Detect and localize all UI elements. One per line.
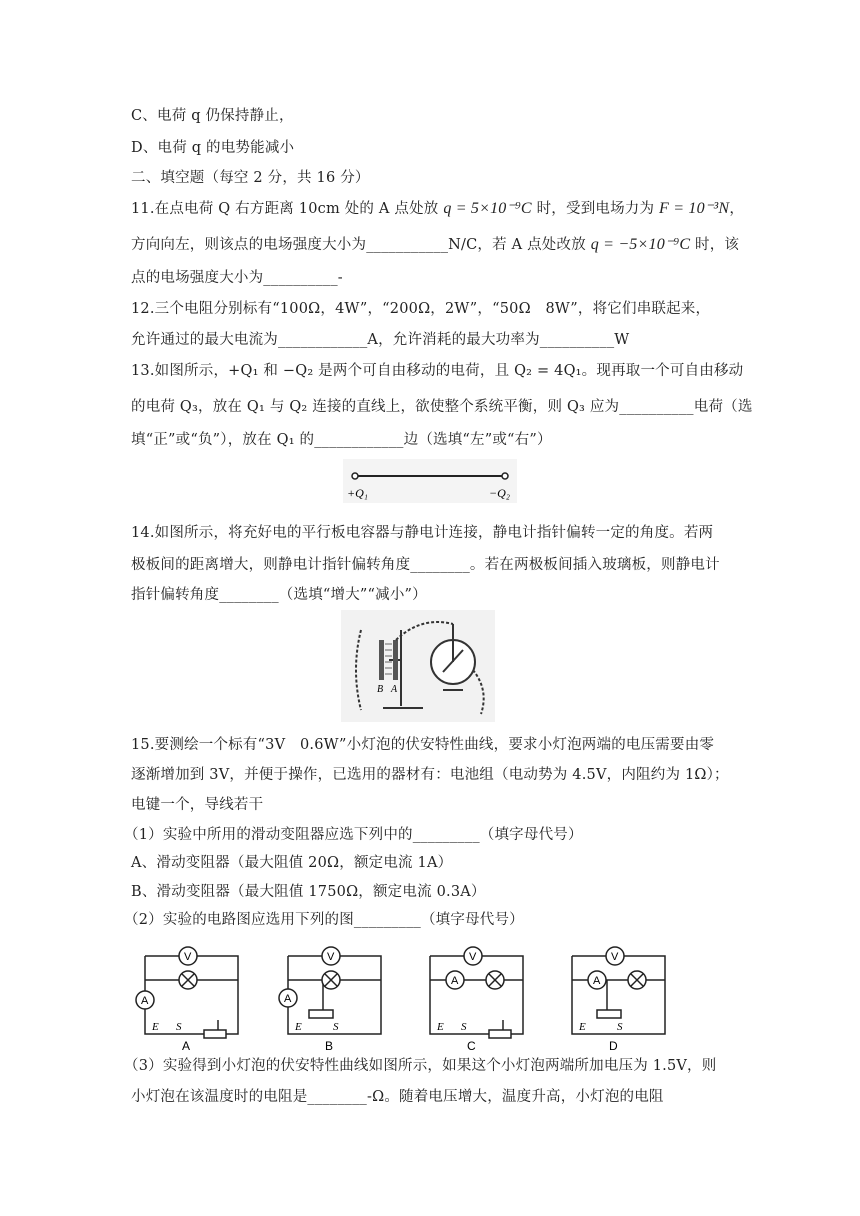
rheostat-symbol: [204, 1030, 226, 1038]
charge-q2-dot: [502, 473, 508, 479]
q11-line2: [131, 233, 739, 254]
q12-line1: 12.三个电阻分别标有“100Ω，4W”，“200Ω，2W”，“50Ω 8W”，将它们串联起来，: [131, 301, 711, 317]
q11-text-a: 11.在点电荷 Q 右方距离 10cm 处的 A 点处放: [131, 201, 444, 217]
switch-label: S: [176, 1021, 182, 1033]
battery-label: E: [152, 1021, 159, 1033]
lamp-symbol: [179, 971, 197, 989]
q14-line2: 极板间的距离增大，则静电计指针偏转角度________。若在两极板间插入玻璃板，则静电计: [131, 557, 720, 573]
battery-label: E: [295, 1021, 302, 1033]
battery-label: E: [437, 1021, 444, 1033]
q11-force: F = 10⁻³N: [659, 200, 730, 217]
ammeter-label: A: [593, 975, 601, 987]
q15-option-b: B、滑动变阻器（最大阻值 1750Ω，额定电流 0.3A）: [131, 884, 486, 900]
q13-line2: 的电荷 Q₃，放在 Q₁ 与 Q₂ 连接的直线上，欲使整个系统平衡，则 Q₃ 应为__________电荷（选: [131, 399, 753, 415]
q11-line1: [131, 197, 744, 218]
q15-part3-line1: （3）实验得到小灯泡的伏安特性曲线如图所示，如果这个小灯泡两端所加电压为 1.5V，则: [124, 1058, 717, 1074]
plate-b: [379, 640, 384, 680]
plate-a: [393, 640, 398, 680]
q15-part3-line2: 小灯泡在该温度时的电阻是________-Ω。随着电压增大，温度升高，小灯泡的电阻: [131, 1089, 664, 1105]
voltmeter-label: V: [611, 951, 619, 963]
q11-text-e: 时，该: [690, 237, 740, 253]
rheostat-symbol: [489, 1030, 511, 1038]
rheostat-symbol: [597, 1010, 621, 1018]
voltmeter-label: V: [469, 951, 477, 963]
circuit-b: [279, 947, 381, 1050]
circuit-a: [136, 947, 238, 1050]
lamp-symbol: [628, 971, 646, 989]
plate-b-label: B: [377, 684, 384, 695]
section-heading: 二、填空题（每空 2 分，共 16 分）: [131, 170, 370, 186]
q14-line3: 指针偏转角度________（选填“增大”“减小”）: [131, 587, 427, 603]
q11-charge-neg: q = −5×10⁻⁹C: [590, 236, 691, 253]
q15-line1: 15.要测绘一个标有“3V 0.6W”小灯泡的伏安特性曲线，要求小灯泡两端的电压需要由零: [131, 737, 715, 753]
q11-text-b: 时，受到电场力为: [531, 201, 660, 217]
q14-line1: 14.如图所示，将充好电的平行板电容器与静电计连接，静电计指针偏转一定的角度。若两: [131, 525, 714, 541]
lamp-symbol: [322, 971, 340, 989]
switch-label: S: [333, 1021, 339, 1033]
line-d: D、电荷 q 的电势能减小: [131, 140, 295, 156]
q11-text-d: 方向向左，则该点的电场强度大小为___________N/C，若 A 点处改放: [131, 237, 591, 253]
voltmeter-label: V: [184, 951, 192, 963]
q12-line2: 允许通过的最大电流为____________A，允许消耗的最大功率为__________W: [131, 332, 630, 348]
ammeter-label: A: [451, 975, 459, 987]
circuit-d-label: D: [609, 1039, 618, 1050]
line-c: C、电荷 q 仍保持静止，: [131, 108, 294, 124]
circuit-d: [572, 947, 665, 1050]
circuit-c-label: C: [467, 1039, 476, 1050]
q13-line3: 填“正”或“负”），放在 Q₁ 的____________边（选填“左”或“右”）: [131, 432, 552, 448]
figure-q14-capacitor-electrometer: [341, 610, 495, 722]
q15-option-a: A、滑动变阻器（最大阻值 20Ω，额定电流 1A）: [131, 855, 453, 871]
q13-line1: 13.如图所示，+Q₁ 和 −Q₂ 是两个可自由移动的电荷，且 Q₂ = 4Q₁。现再取一个可自由移动: [131, 363, 744, 379]
q11-text-c: ，: [729, 201, 745, 217]
q15-part2: （2）实验的电路图应选用下列的图_________（填字母代号）: [124, 912, 524, 928]
q11-line3: 点的电场强度大小为__________-: [131, 270, 343, 286]
rheostat-symbol: [309, 1010, 333, 1018]
circuit-a-label: A: [182, 1039, 191, 1050]
circuit-c: [430, 947, 523, 1050]
q15-part1: （1）实验中所用的滑动变阻器应选下列中的_________（填字母代号）: [124, 827, 583, 843]
switch-label: S: [617, 1021, 623, 1033]
charge-q1-label: +Q₁: [347, 486, 368, 500]
battery-label: E: [579, 1021, 586, 1033]
circuit-diagrams: [130, 938, 690, 1050]
q15-line2: 逐渐增加到 3V，并便于操作，已选用的器材有：电池组（电动势为 4.5V，内阻约为 1Ω）；: [131, 767, 729, 783]
ammeter-label: A: [284, 993, 292, 1005]
lamp-symbol: [486, 971, 504, 989]
voltmeter-label: V: [327, 951, 335, 963]
q15-line3: 电键一个，导线若干: [131, 797, 264, 813]
charge-q2-label: −Q₂: [489, 486, 510, 500]
ammeter-label: A: [141, 995, 149, 1007]
figure-q13-charges: [343, 459, 517, 503]
circuit-b-label: B: [325, 1039, 334, 1050]
charge-q1-dot: [352, 473, 358, 479]
plate-a-label: A: [391, 684, 398, 695]
q11-charge: q = 5×10⁻⁹C: [443, 200, 532, 217]
switch-label: S: [461, 1021, 467, 1033]
